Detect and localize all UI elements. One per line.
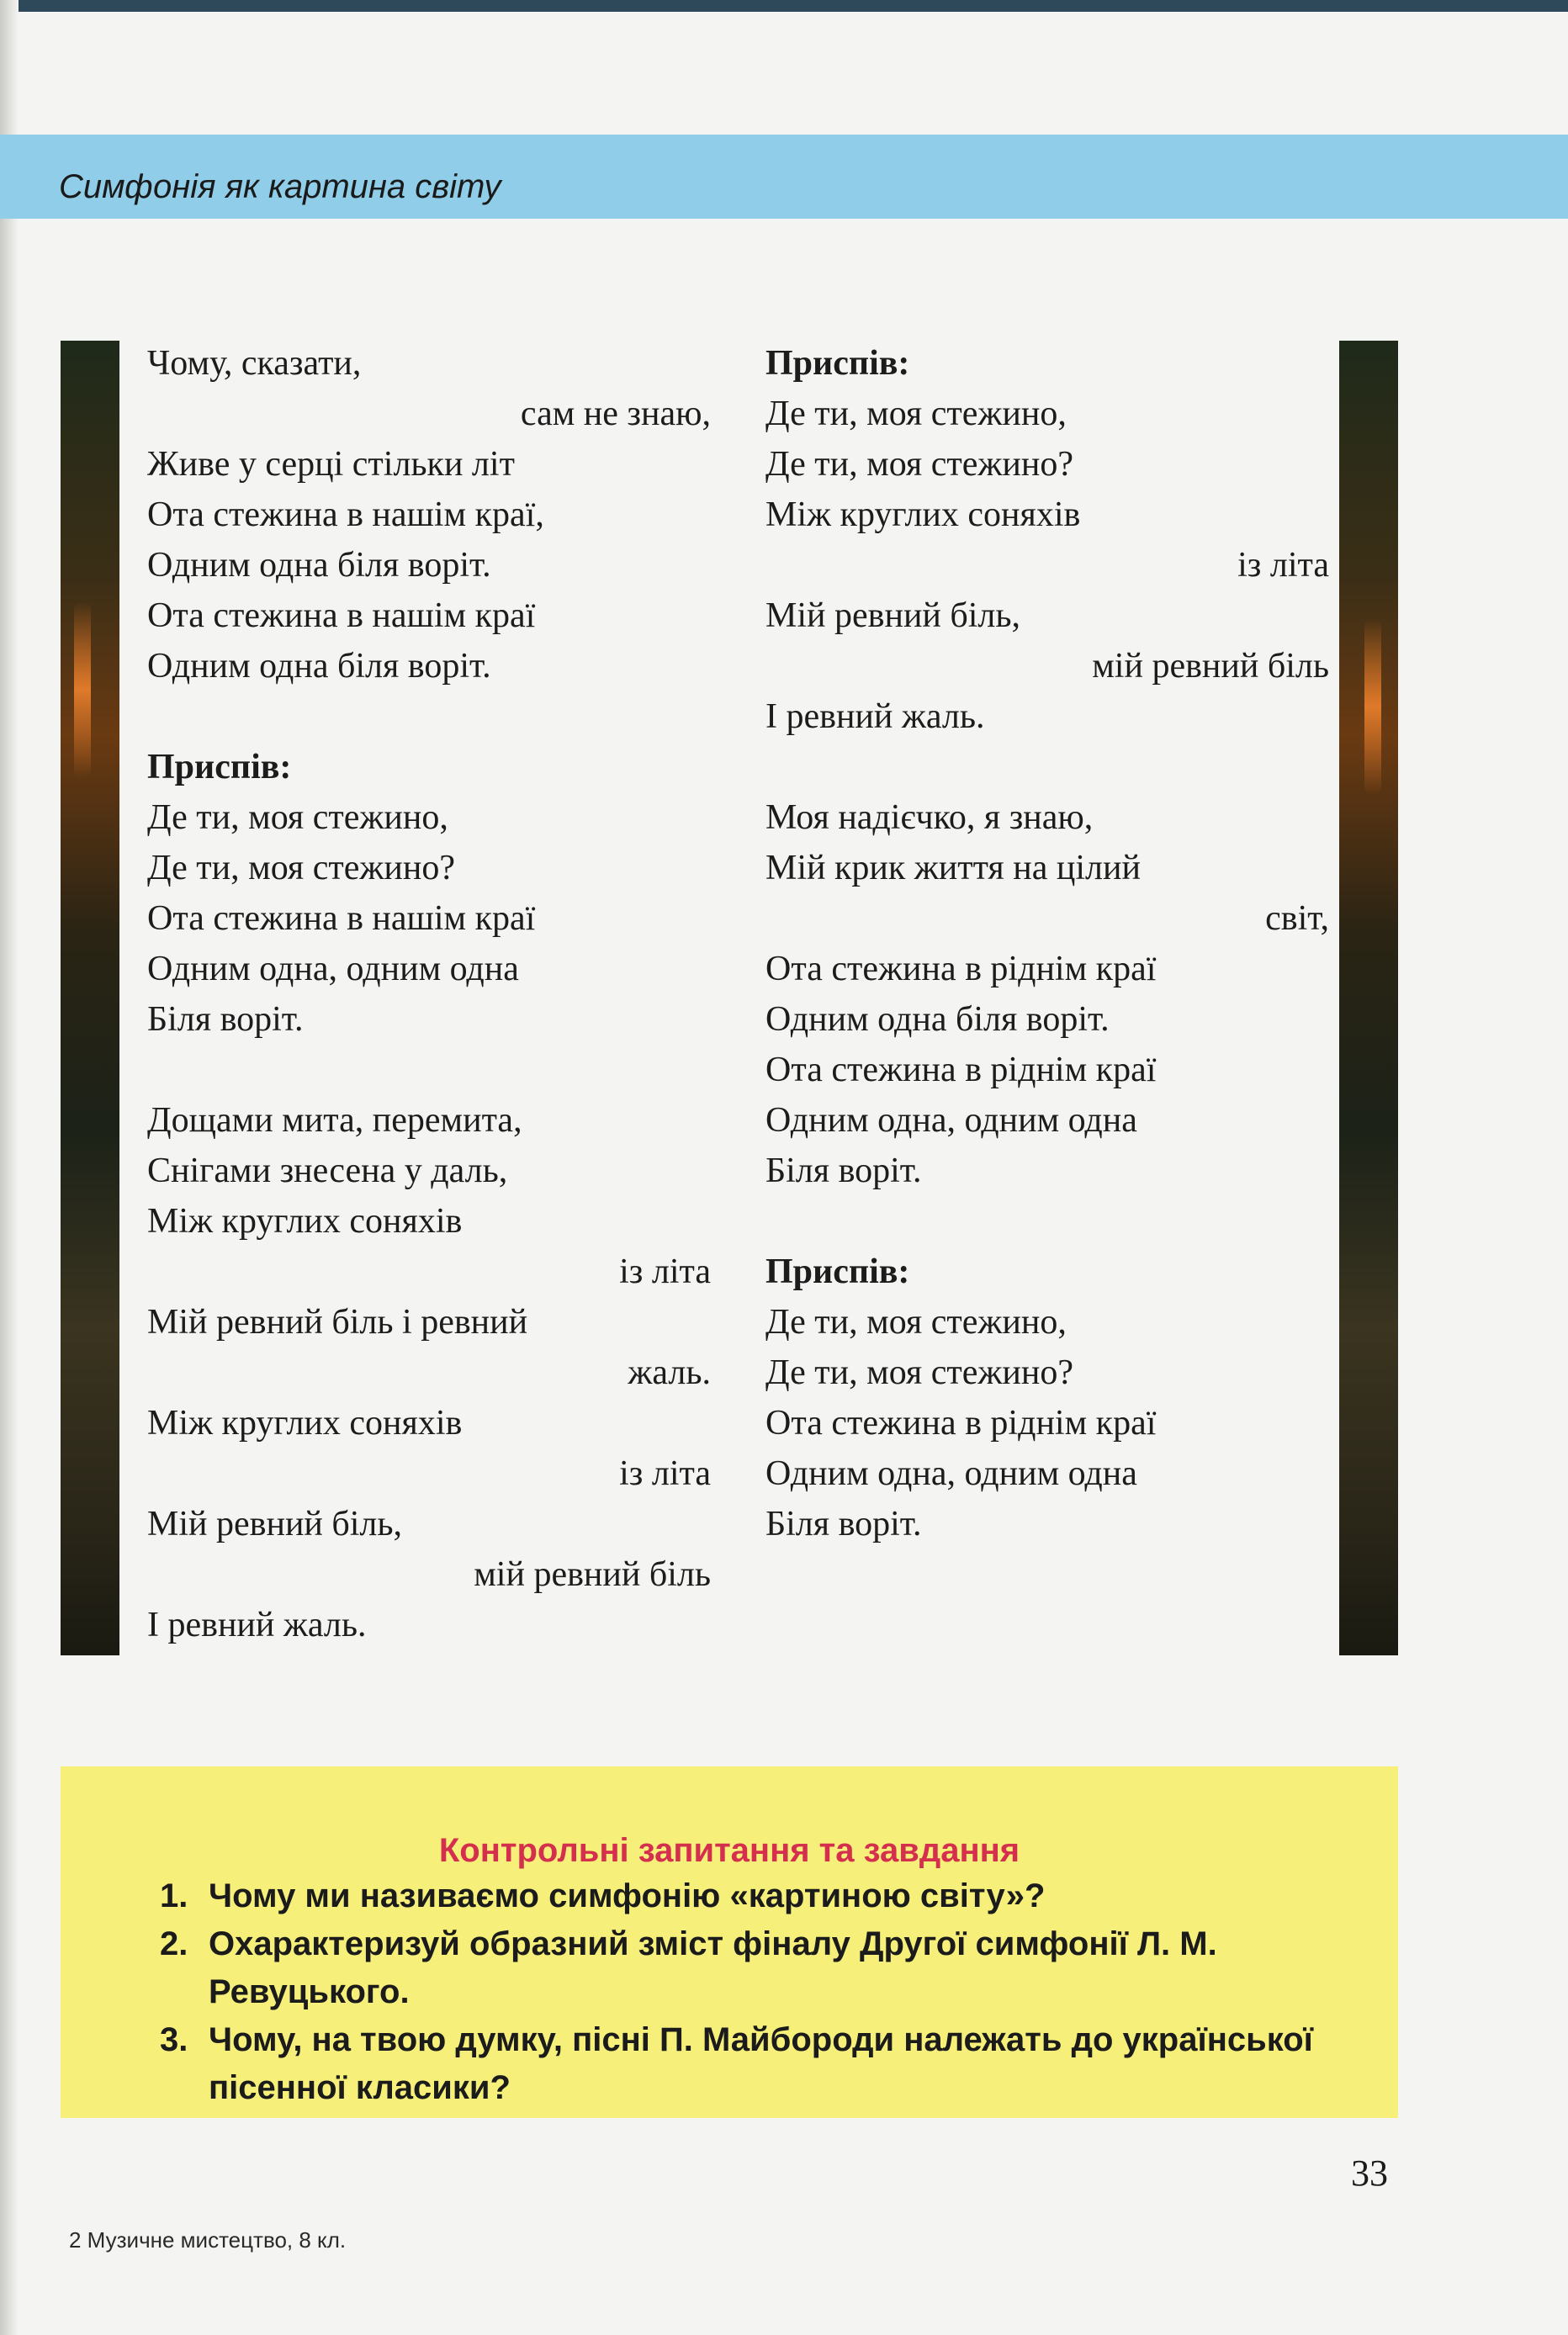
lyric-line: Між круглих соняхів [147, 1202, 463, 1241]
lyric-line: Ота стежина в ріднім краї [765, 950, 1157, 988]
quiz-item-text: Охарактеризуй образний зміст фіналу Другої симфонії Л. М. Ревуцького. [209, 1925, 1217, 2010]
lyric-line: Де ти, моя стежино, [765, 394, 1067, 433]
decorative-image-strip-right [1339, 341, 1398, 1655]
lyric-line: із літа [619, 1454, 711, 1493]
lyric-line: Де ти, моя стежино? [765, 1353, 1073, 1392]
lyric-line: Між круглих соняхів [765, 495, 1081, 534]
stanza-gap [765, 1196, 1329, 1247]
refrain-label: Приспів: [765, 344, 910, 383]
section-title: Симфонія як картина світу [59, 168, 501, 205]
lyric-line: Мій ревний біль, [765, 596, 1021, 635]
lyric-line: Біля воріт. [147, 1000, 304, 1039]
quiz-list [160, 1872, 1354, 2112]
page-top-edge [0, 0, 1568, 12]
lyric-line: Ота стежина в нашім краї, [147, 495, 544, 534]
lyric-line: Одним одна, одним одна [765, 1101, 1137, 1140]
lyrics-left-column [147, 338, 711, 1650]
lyric-line: Мій крик життя на цілий [765, 849, 1141, 887]
quiz-item [160, 1872, 1354, 1920]
lyric-line: Де ти, моя стежино? [147, 849, 455, 887]
lyric-line: Моя надієчко, я знаю, [765, 798, 1094, 837]
refrain-label: Приспів: [147, 748, 292, 786]
lyric-line: Ота стежина в нашім краї [147, 899, 536, 938]
lyric-line: мій ревний біль [1092, 647, 1329, 686]
lyric-line: Між круглих соняхів [147, 1404, 463, 1443]
lyric-line: мій ревний біль [474, 1555, 711, 1594]
lyric-line: Біля воріт. [765, 1152, 922, 1190]
lyric-line: Мій ревний біль і ревний [147, 1303, 528, 1342]
lyric-line: Живе у серці стільки літ [147, 445, 515, 484]
stanza-gap [147, 1045, 711, 1095]
lyric-line: із літа [619, 1252, 711, 1291]
lyric-line: Ота стежина в ріднім краї [765, 1404, 1157, 1443]
quiz-item-text: Чому, на твою думку, пісні П. Майбороди належать до української пісенної класики? [209, 2021, 1313, 2106]
page-number: 33 [1351, 2152, 1388, 2194]
quiz-item-number: 1. [160, 1877, 188, 1914]
lyric-line: Снігами знесена у даль, [147, 1152, 508, 1190]
quiz-item-text: Чому ми називаємо симфонію «картиною світу»? [209, 1877, 1046, 1914]
lyric-line: Де ти, моя стежино, [147, 798, 448, 837]
stanza-gap [147, 691, 711, 742]
lyric-line: І ревний жаль. [147, 1606, 367, 1644]
lyric-line: І ревний жаль. [765, 697, 985, 736]
lyrics-right-column [765, 338, 1329, 1549]
lyric-line: Одним одна біля воріт. [147, 647, 491, 686]
lyric-line: жаль. [628, 1353, 711, 1392]
lyric-line: Одним одна, одним одна [765, 1454, 1137, 1493]
lyric-line: Де ти, моя стежино? [765, 445, 1073, 484]
quiz-item-number: 3. [160, 2021, 188, 2058]
lyric-line: Де ти, моя стежино, [765, 1303, 1067, 1342]
lyric-line: Дощами мита, перемита, [147, 1101, 522, 1140]
lyric-line: Ота стежина в нашім краї [147, 596, 536, 635]
quiz-box [61, 1766, 1398, 2118]
refrain-label: Приспів: [765, 1252, 910, 1291]
stanza-gap [765, 742, 1329, 792]
lyric-line: Одним одна, одним одна [147, 950, 519, 988]
quiz-item-number: 2. [160, 1925, 188, 1962]
lyric-line: Ота стежина в ріднім краї [765, 1051, 1157, 1089]
lyric-line: Одним одна біля воріт. [147, 546, 491, 585]
decorative-image-strip-left [61, 341, 119, 1655]
quiz-item [160, 2016, 1354, 2112]
lyric-line: Біля воріт. [765, 1505, 922, 1543]
lyric-line: Чому, сказати, [147, 344, 362, 383]
quiz-item [160, 1920, 1354, 2016]
lyric-line: Одним одна біля воріт. [765, 1000, 1110, 1039]
lyric-line: із літа [1237, 546, 1329, 585]
footer-note: 2 Музичне мистецтво, 8 кл. [69, 2227, 347, 2253]
book-spine-shadow [0, 0, 19, 2335]
quiz-title: Контрольні запитання та завдання [438, 1832, 1020, 1869]
lyric-line: Мій ревний біль, [147, 1505, 403, 1543]
lyric-line: сам не знаю, [520, 394, 711, 433]
lyric-line: світ, [1265, 899, 1329, 938]
